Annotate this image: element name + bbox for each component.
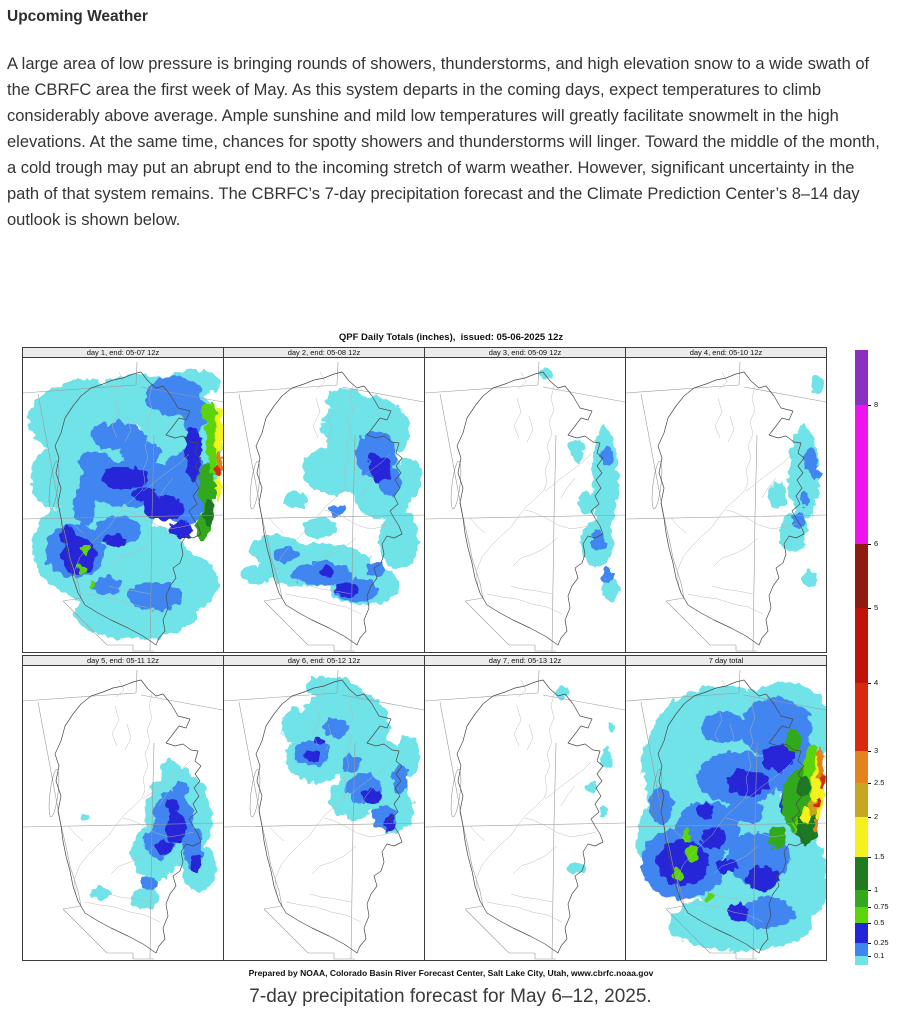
figure-caption: 7-day precipitation forecast for May 6–12, 2025.: [249, 986, 652, 1007]
map-panel: [22, 655, 224, 961]
colorbar-segment: [855, 683, 868, 751]
colorbar-tick: [868, 817, 871, 818]
colorbar-segment: [855, 544, 868, 608]
panel-header: [425, 656, 625, 666]
colorbar-segment: [855, 943, 868, 956]
figure-attribution: Prepared by NOAA, Colorado Basin River Forecast Center, Salt Lake City, Utah, www.cbrfc.noaa.gov: [248, 968, 654, 978]
panel-header: [23, 348, 223, 358]
colorbar-segment: [855, 907, 868, 923]
colorbar-tick-label: 4: [874, 678, 879, 687]
colorbar-tick-label: 0.5: [874, 918, 885, 927]
colorbar-segment: [855, 857, 868, 890]
panel-label: day 2, end: 05-08 12z: [287, 347, 361, 357]
colorbar-scale: [855, 350, 889, 965]
colorbar-tick-label: 0.75: [874, 902, 889, 911]
colorbar-tick: [868, 890, 871, 891]
map-panel: [223, 347, 425, 653]
panel-header: [626, 348, 826, 358]
panel-label: day 1, end: 05-07 12z: [86, 347, 160, 357]
panel-label: day 5, end: 05-11 12z: [87, 655, 159, 665]
colorbar-tick: [868, 956, 871, 957]
colorbar-segment: [855, 608, 868, 683]
panel-map: [425, 358, 625, 653]
map-panel: [424, 655, 626, 961]
colorbar-tick: [868, 783, 871, 784]
colorbar-tick: [868, 405, 871, 406]
intro-paragraph: A large area of low pressure is bringing rounds of showers, thunderstorms, and high elevation snow to a wide swath of the CBRFC area the first week of May. As this system departs in the coming days, expect temperatures to climb considerably above average. Ample sunshine and mild low temperatures will greatly facilitate snowmelt in the high elevations. At the same time, chances for spotty showers and thunderstorms will linger. Toward the middle of the month, a cold trough may put an abrupt end to the incoming stretch of warm weather. However, significant uncertainty in the path of that system remains. The CBRFC’s 7-day precipitation forecast and the Climate Prediction Center’s 8–14 day outlook is shown below.: [7, 55, 880, 229]
colorbar-tick-label: 6: [874, 539, 879, 548]
figure-title: QPF Daily Totals (inches), issued: 05-06-2025 12z: [338, 332, 564, 343]
colorbar-segment: [855, 817, 868, 857]
colorbar-tick-label: 5: [874, 603, 879, 612]
colorbar-tick: [868, 751, 871, 752]
panel-map: [626, 666, 826, 961]
panel-header: [224, 348, 424, 358]
panel-map: [224, 666, 424, 961]
panel-label: day 7, end: 05-13 12z: [488, 655, 562, 665]
panel-header: [23, 656, 223, 666]
page-title: Upcoming Weather: [7, 8, 148, 25]
map-panel: [625, 655, 827, 961]
colorbar-segment: [855, 783, 868, 817]
panel-map: [23, 666, 223, 961]
colorbar-tick-label: 0.25: [874, 938, 889, 947]
colorbar-tick-label: 2: [874, 812, 879, 821]
colorbar-tick-label: 2.5: [874, 778, 885, 787]
panel-header: [626, 656, 826, 666]
colorbar-tick-label: 3: [874, 746, 879, 755]
map-panel: [223, 655, 425, 961]
colorbar-segment: [855, 405, 868, 544]
panel-label: day 3, end: 05-09 12z: [488, 347, 562, 357]
panel-map: [425, 666, 625, 961]
map-panel: [22, 347, 224, 653]
colorbar-tick: [868, 923, 871, 924]
panel-label: day 4, end: 05-10 12z: [689, 347, 763, 357]
map-panel: [625, 347, 827, 653]
colorbar-tick: [868, 857, 871, 858]
panel-header: [224, 656, 424, 666]
panel-map: [224, 358, 424, 653]
panel-grid: [22, 347, 826, 963]
qpf-figure: [22, 330, 889, 980]
colorbar-segment: [855, 751, 868, 783]
colorbar-tick-label: 8: [874, 400, 879, 409]
colorbar-segment: [855, 956, 868, 965]
panel-map: [23, 358, 223, 653]
map-panel: [424, 347, 626, 653]
panel-label: 7 day total: [708, 655, 744, 665]
colorbar-segment: [855, 923, 868, 943]
colorbar-tick: [868, 907, 871, 908]
colorbar-tick: [868, 544, 871, 545]
colorbar-tick: [868, 608, 871, 609]
colorbar-tick: [868, 943, 871, 944]
colorbar-tick-label: 0.1: [874, 951, 885, 960]
panel-header: [425, 348, 625, 358]
colorbar-tick: [868, 683, 871, 684]
colorbar-tick-label: 1.5: [874, 852, 885, 861]
colorbar-segment: [855, 350, 868, 405]
colorbar-tick-label: 1: [874, 885, 879, 894]
panel-label: day 6, end: 05-12 12z: [287, 655, 361, 665]
colorbar-segment: [855, 890, 868, 907]
panel-map: [626, 358, 826, 653]
